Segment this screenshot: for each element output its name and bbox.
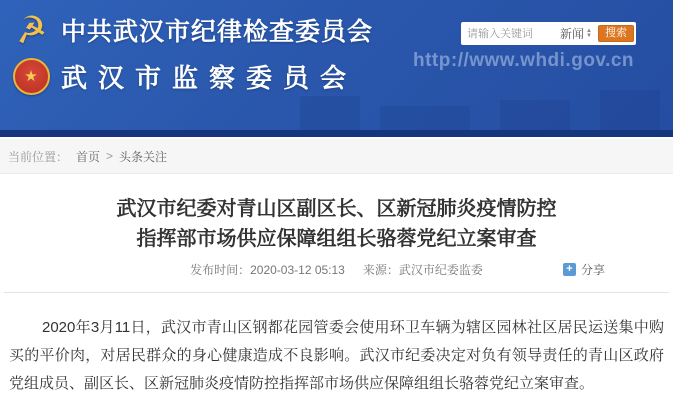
skyline-decoration xyxy=(600,90,660,130)
site-branding xyxy=(8,7,373,99)
select-spinner-icon: ▲ ▼ xyxy=(586,27,592,39)
share-label: 分享 xyxy=(580,263,605,277)
article-source: 来源：武汉市纪委监委 xyxy=(362,263,483,277)
share-plus-icon: + xyxy=(563,263,576,276)
article-title xyxy=(0,194,673,254)
org-name-line1: 中共武汉市纪律检查委员会 xyxy=(61,18,374,46)
article-meta xyxy=(0,261,673,278)
skyline-decoration xyxy=(500,100,570,130)
breadcrumb xyxy=(0,137,673,174)
share-button[interactable] xyxy=(563,261,605,278)
breadcrumb-label: 当前位置： xyxy=(8,149,69,164)
article-title-line2: 指挥部市场供应保障组组长骆蓉党纪立案审查 xyxy=(136,228,537,250)
article-content xyxy=(0,174,673,398)
branding-row-supervision xyxy=(8,53,373,99)
org-name-line2: 武汉市监察委员会 xyxy=(61,62,358,93)
search-bar xyxy=(461,22,636,45)
search-category-value: 新闻 xyxy=(560,27,585,41)
search-category-select[interactable] xyxy=(558,25,594,42)
national-emblem-icon: ★ xyxy=(8,53,54,99)
branding-row-discipline xyxy=(8,7,373,53)
site-url-watermark: http://www.whdi.gov.cn xyxy=(413,50,635,71)
party-emblem-icon: ☭ xyxy=(12,6,50,53)
search-button[interactable]: 搜索 xyxy=(598,25,634,42)
header-bottom-strip xyxy=(0,130,673,137)
site-header xyxy=(0,0,673,130)
breadcrumb-home-link[interactable]: 首页 xyxy=(76,149,101,164)
skyline-decoration xyxy=(380,106,470,130)
publish-time: 发布时间：2020-03-12 05:13 xyxy=(190,263,345,277)
search-input[interactable] xyxy=(463,28,558,40)
meta-divider xyxy=(4,292,669,293)
breadcrumb-current-link[interactable]: 头条关注 xyxy=(119,149,168,164)
article-title-line1: 武汉市纪委对青山区副区长、区新冠肺炎疫情防控 xyxy=(116,198,557,220)
skyline-decoration xyxy=(300,96,360,130)
article-body-paragraph: 2020年3月11日，武汉市青山区钢都花园管委会使用环卫车辆为辖区园林社区居民运送集中购买的平价肉，对居民群众的身心健康造成不良影响。武汉市纪委决定对负有领导责任的青山区政府党组成员、副区长、区新冠肺炎疫情防控指挥部市场供应保障组组长骆蓉党纪立案审查。 xyxy=(9,319,664,392)
breadcrumb-separator: > xyxy=(106,149,114,163)
